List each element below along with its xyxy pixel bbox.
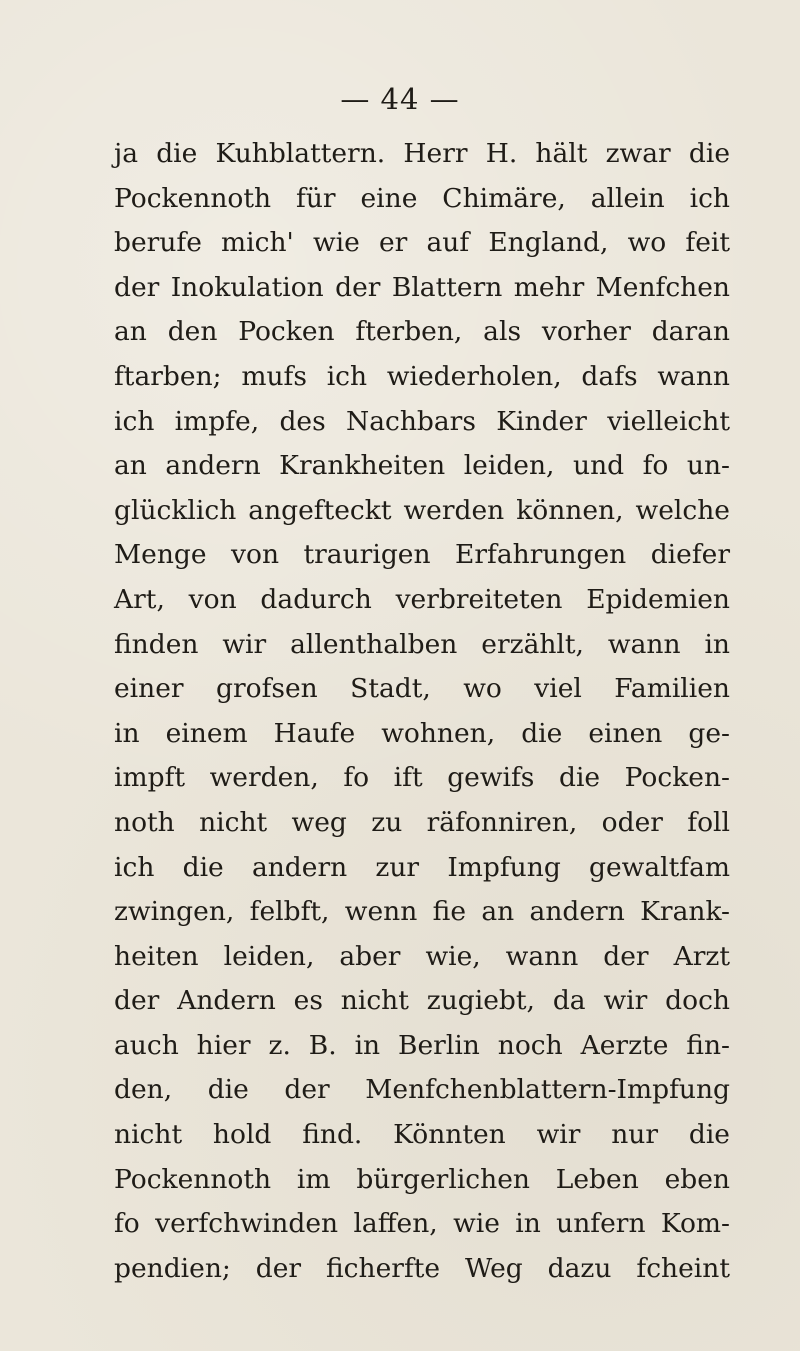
text-line: Menge von traurigen Erfahrungen diefer xyxy=(114,539,730,571)
text-line: nicht hold find. Könnten wir nur die xyxy=(114,1119,730,1151)
text-line: den, die der Menfchenblattern-Impfung xyxy=(114,1074,730,1106)
text-line: heiten leiden, aber wie, wann der Arzt xyxy=(114,940,730,972)
text-line: berufe mich' wie er auf England, wo feit xyxy=(114,227,730,259)
text-line: fo verfchwinden laffen, wie in unfern Kom- xyxy=(114,1208,730,1240)
text-line: Pockennoth für eine Chimäre, allein ich xyxy=(114,182,730,214)
page-number: — 44 — xyxy=(340,82,460,116)
text-line: zwingen, felbft, wenn fie an andern Krank- xyxy=(114,896,730,928)
text-line: auch hier z. B. in Berlin noch Aerzte fin- xyxy=(114,1029,730,1061)
text-line: noth nicht weg zu räfonniren, oder foll xyxy=(114,806,730,838)
text-line: finden wir allenthalben erzählt, wann in xyxy=(114,628,730,660)
text-line: einer grofsen Stadt, wo viel Familien xyxy=(114,673,730,705)
text-line: ich impfe, des Nachbars Kinder vielleicht xyxy=(114,405,730,437)
text-line: Pockennoth im bürgerlichen Leben eben xyxy=(114,1163,730,1195)
text-line: der Andern es nicht zugiebt, da wir doch xyxy=(114,985,730,1017)
text-line: an den Pocken fterben, als vorher daran xyxy=(114,316,730,348)
text-line: impft werden, fo ift gewifs die Pocken- xyxy=(114,762,730,794)
body-text xyxy=(114,132,730,1291)
text-line: ich die andern zur Impfung gewaltfam xyxy=(114,851,730,883)
text-line: der Inokulation der Blattern mehr Menfchen xyxy=(114,271,730,303)
text-line: in einem Haufe wohnen, die einen ge- xyxy=(114,717,730,749)
text-line: an andern Krankheiten leiden, und fo un- xyxy=(114,450,730,482)
text-line: Art, von dadurch verbreiteten Epidemien xyxy=(114,583,730,615)
text-line: ftarben; mufs ich wiederholen, dafs wann xyxy=(114,360,730,392)
text-line: pendien; der ficherfte Weg dazu fcheint xyxy=(114,1252,730,1284)
text-line: glücklich angefteckt werden können, welche xyxy=(114,494,730,526)
text-line: ja die Kuhblattern. Herr H. hält zwar die xyxy=(114,138,730,169)
